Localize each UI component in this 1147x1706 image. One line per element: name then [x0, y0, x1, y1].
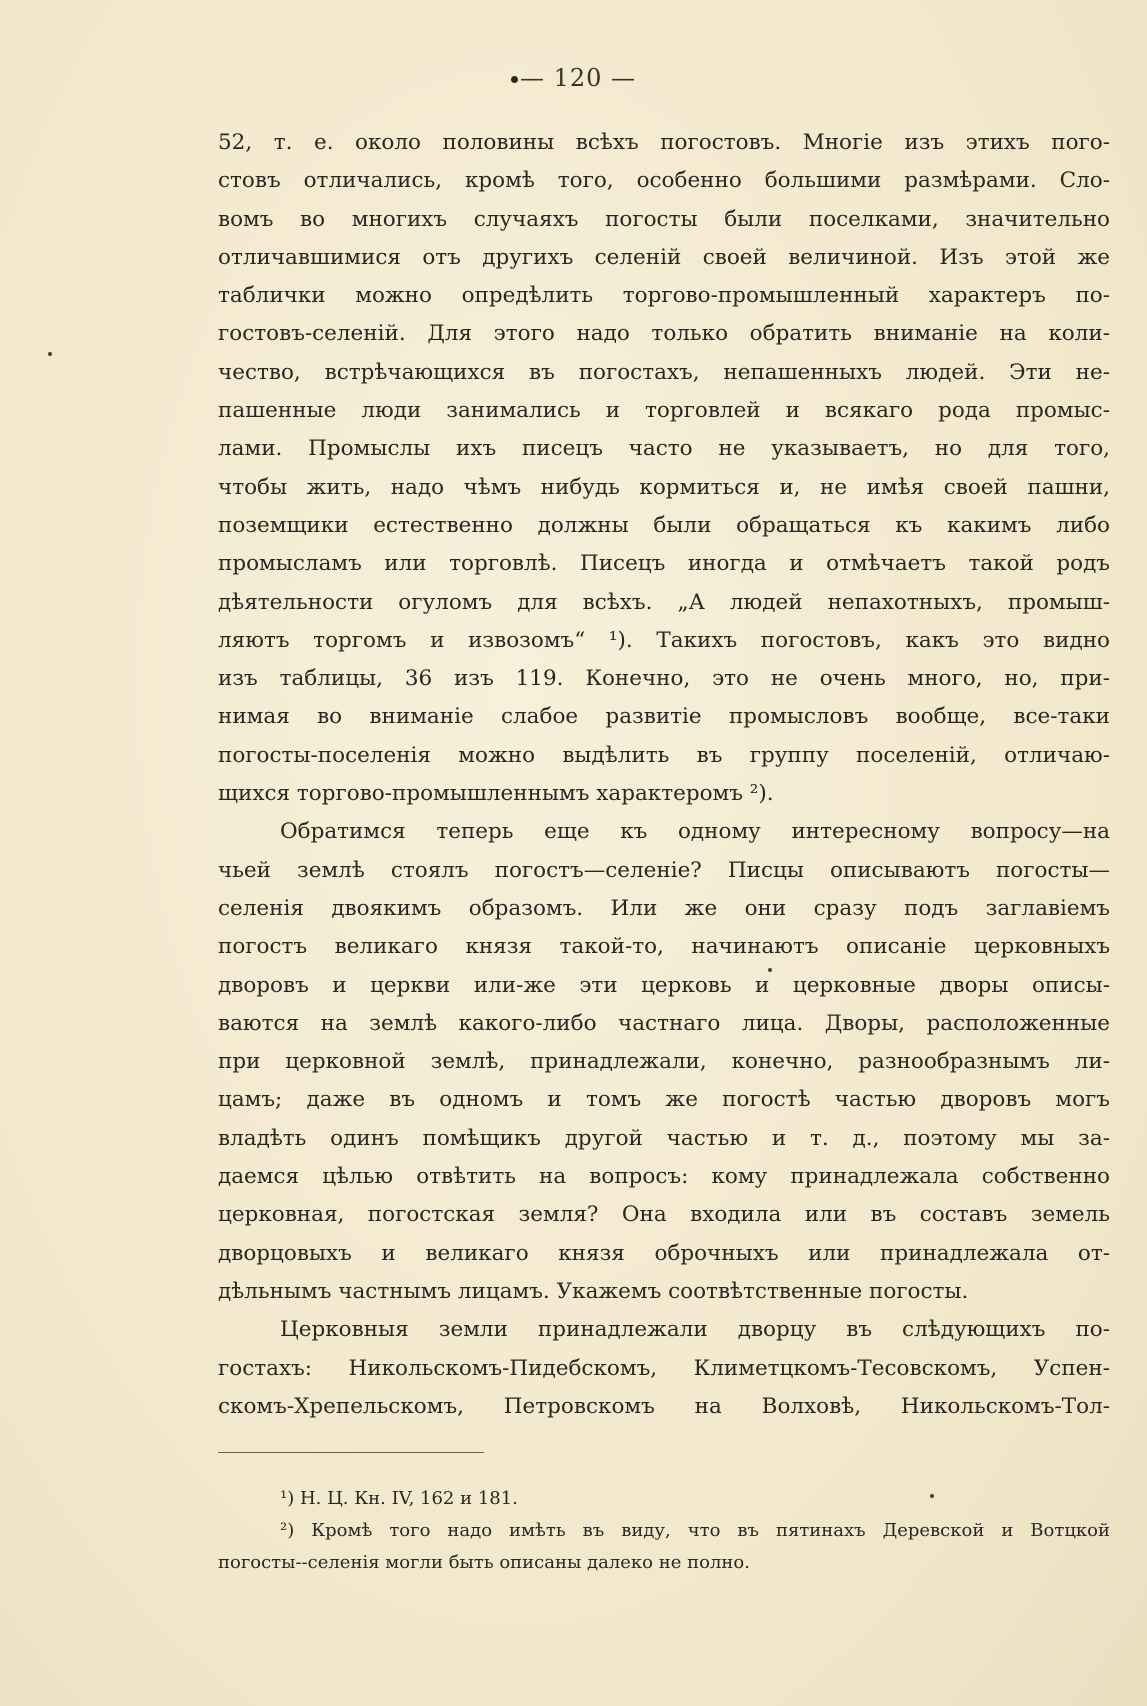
text-line: чьей землѣ стоялъ погостъ—селеніе? Писцы описываютъ погосты— — [218, 857, 1110, 883]
text-line: дворовъ и церкви или-же эти церковь и церковные дворы описы- — [218, 972, 1110, 998]
text-line: щихся торгово-промышленнымъ характеромъ ²). — [218, 781, 774, 807]
text-line: стовъ отличались, кромѣ того, особенно большими размѣрами. Сло- — [218, 168, 1110, 194]
text-line: чтобы жить, надо чѣмъ нибудь кормиться и, не имѣя своей пашни, — [218, 474, 1110, 500]
text-line: дѣльнымъ частнымъ лицамъ. Укажемъ соотвѣтственные погосты. — [218, 1278, 969, 1304]
text-line: погосты-поселенія можно выдѣлить въ группу поселеній, отличаю- — [218, 742, 1110, 768]
page-number — [0, 64, 1147, 92]
text-line: пашенные люди занимались и торговлей и всякаго рода промыс- — [218, 398, 1110, 424]
text-line: при церковной землѣ, принадлежали, конечно, разнообразнымъ ли- — [218, 1049, 1110, 1075]
footnote-2-continuation: погосты--селенія могли быть описаны далеко не полно. — [218, 1552, 750, 1573]
text-line: нимая во вниманіе слабое развитіе промысловъ вообще, все-таки — [218, 704, 1110, 730]
text-line: погостъ великаго князя такой-то, начинаютъ описаніе церковныхъ — [218, 934, 1110, 960]
text-line: изъ таблицы, 36 изъ 119. Конечно, это не очень много, но, при- — [218, 666, 1110, 692]
text-line: владѣть одинъ помѣщикъ другой частью и т. д., поэтому мы за- — [218, 1125, 1110, 1151]
text-line: лами. Промыслы ихъ писецъ часто не указываетъ, но для того, — [218, 436, 1110, 462]
text-line: ляютъ торгомъ и извозомъ“ ¹). Такихъ погостовъ, какъ это видно — [218, 627, 1110, 653]
paragraph-start-line: Церковныя земли принадлежали дворцу въ слѣдующихъ по- — [280, 1317, 1110, 1343]
text-line: чество, встрѣчающихся въ погостахъ, непашенныхъ людей. Эти не- — [218, 359, 1110, 385]
footnotes — [218, 1483, 1110, 1579]
text-line: вомъ во многихъ случаяхъ погосты были поселками, значительно — [218, 206, 1110, 232]
text-line: отличавшимися отъ другихъ селеній своей величиной. Изъ этой же — [218, 244, 1110, 270]
paragraph-start-line: Обратимся теперь еще къ одному интересному вопросу—на — [280, 819, 1110, 845]
text-line: поземщики естественно должны были обращаться къ какимъ либо — [218, 512, 1110, 538]
text-line: даемся цѣлью отвѣтить на вопросъ: кому принадлежала собственно — [218, 1164, 1110, 1190]
ink-speck — [768, 968, 772, 972]
page-number-text: — 120 — — [519, 64, 637, 92]
text-line: таблички можно опредѣлить торгово-промышленный характеръ по- — [218, 283, 1110, 309]
ink-speck — [48, 352, 52, 356]
text-line: гостовъ-селеній. Для этого надо только обратить вниманіе на коли- — [218, 321, 1110, 347]
text-line: церковная, погостская земля? Она входила или въ составъ земель — [218, 1202, 1110, 1228]
footnote-1: ¹) Н. Ц. Кн. IV, 162 и 181. — [280, 1488, 518, 1509]
footnote-2: ²) Кромѣ того надо имѣть въ виду, что въ пятинахъ Деревской и Вотцкой — [280, 1520, 1110, 1541]
body-text — [218, 124, 1110, 1426]
ink-dot — [511, 76, 518, 83]
text-line: селенія двоякимъ образомъ. Или же они сразу подъ заглавіемъ — [218, 895, 1110, 921]
text-line: скомъ-Хрепельскомъ, Петровскомъ на Волховѣ, Никольскомъ-Тол- — [218, 1393, 1110, 1419]
text-line: ваются на землѣ какого-либо частнаго лица. Дворы, расположенные — [218, 1010, 1110, 1036]
text-line: гостахъ: Никольскомъ-Пидебскомъ, Климетцкомъ-Тесовскомъ, Успен- — [218, 1355, 1110, 1381]
text-line: цамъ; даже въ одномъ и томъ же погостѣ частью дворовъ могъ — [218, 1087, 1110, 1113]
text-line: промысламъ или торговлѣ. Писецъ иногда и отмѣчаетъ такой родъ — [218, 551, 1110, 577]
footnote-separator — [218, 1452, 484, 1453]
text-line: дѣятельности огуломъ для всѣхъ. „А людей непахотныхъ, промыш- — [218, 589, 1110, 615]
ink-speck — [930, 1494, 934, 1498]
text-line: 52, т. е. около половины всѣхъ погостовъ. Многіе изъ этихъ пого- — [218, 130, 1110, 155]
text-line: дворцовыхъ и великаго князя оброчныхъ или принадлежала от- — [218, 1240, 1110, 1266]
